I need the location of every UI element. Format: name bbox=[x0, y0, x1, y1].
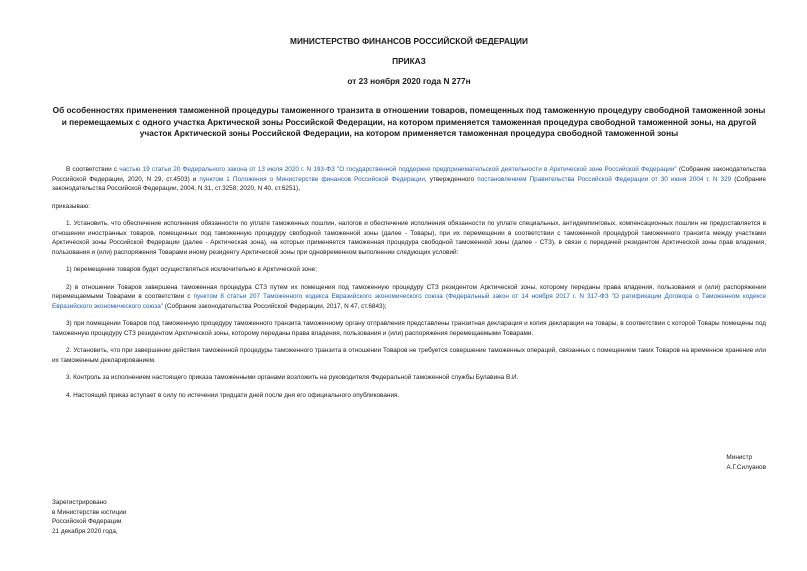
link-ministry-regulation[interactable]: пунктом 1 Положения о Министерстве финансов Российской Федерации bbox=[199, 175, 425, 183]
order-label: ПРИКАЗ bbox=[392, 56, 426, 66]
document-body bbox=[52, 165, 766, 408]
preamble-text-4: (Собрание законодательства Российской Федерации, 2004, N 31, ст.3258; 2020, N 40, ст.6251), bbox=[52, 175, 766, 192]
ministry-heading: МИНИСТЕРСТВО ФИНАНСОВ РОССИЙСКОЙ ФЕДЕРАЦИИ bbox=[290, 36, 528, 46]
registration-line-4: 21 декабря 2020 года, bbox=[52, 527, 118, 535]
link-customs-code-article-207[interactable]: пунктом 8 статьи 207 Таможенного кодекса Евразийского экономического союза bbox=[193, 293, 443, 300]
registration-line-1: Зарегистрировано bbox=[52, 499, 107, 506]
paragraph-1: 1. Установить, что обеспечение исполнения обязанности по уплате таможенных пошлин, налогов и обеспечение исполнения обязанности по уплате специальных, антидемпинговых, компенсационных пошлин не предоставляется в отношении иностранных товаров, помещенных под таможенную процедуру свободной таможенной зоны (далее - Товары), при их перемещении в соответствии с таможенной процедурой таможенного транзита между участками Арктической зоны Российской Федерации (далее - Арктическая зона), на которых применяется таможенная процедура свободной таможенной зоны (далее - СТЗ), в связи с передачей резидентом Арктической зоны прав владения, пользования и (или) распоряжения Товарами иному резиденту Арктической зоны при одновременном выполнении следующих условий: bbox=[52, 220, 766, 256]
registration-line-3: Российской Федерации bbox=[52, 518, 122, 526]
p12-text-3: (Собрание законодательства Российской Федерации, 2017, N 47, ст.6843); bbox=[163, 302, 387, 310]
order-word: приказываю: bbox=[52, 202, 90, 210]
p12-text-1: 2) в отношении Товаров завершена таможенная процедура СТЗ путем их помещения под таможенную процедуру СТЗ резидентом Арктической зоны, которому переданы права владения, пользования и (или) распоряжения перемещаемыми Товарами в соответствии с bbox=[52, 283, 766, 300]
registration-line-2: в Министерстве юстиции bbox=[52, 508, 127, 516]
preamble-text-1: В соответствии с bbox=[66, 166, 120, 173]
link-federal-law-317[interactable]: (Федеральный закон от 14 ноября 2017 г. N 317-ФЗ "О ратификации Договора о Таможенном кодексе Евразийского экономического союза" bbox=[52, 293, 767, 310]
order-date-number: от 23 ноября 2020 года N 277н bbox=[347, 76, 471, 86]
preamble-text-3: , утвержденного bbox=[424, 175, 478, 183]
signatory-name: А.Г.Силуанов bbox=[726, 463, 766, 471]
paragraph-2: 2. Установить, что при завершении действия таможенной процедуры таможенного транзита в отношении Товаров не требуется совершение таможенных операций, связанных с помещением таких Товаров на временное хранение или их таможенным декларированием. bbox=[52, 347, 766, 364]
preamble-paragraph bbox=[52, 165, 766, 194]
paragraph-1-1: 1) перемещение товаров будет осуществляться исключительно в Арктической зоне; bbox=[66, 266, 317, 273]
paragraph-3: 3. Контроль за исполнением настоящего приказа таможенными органами возложить на руководителя Федеральной таможенной службы Булавина В.И. bbox=[66, 374, 519, 381]
paragraph-1-2 bbox=[52, 283, 766, 312]
paragraph-1-3: 3) при помещении Товаров под таможенную процедуру таможенного транзита таможенному органу отправления представлены транзитная декларация и копия декларации на товары, в соответствии с которой Товары помещены под таможенную процедуру СТЗ резидентом Арктической зоны, которому переданы права владения, пользования и (или) распоряжения перемещаемыми Товарами. bbox=[52, 320, 766, 337]
paragraph-4: 4. Настоящий приказ вступает в силу по истечении тридцати дней после дня его официального опубликования. bbox=[66, 391, 400, 399]
link-government-decree-329[interactable]: постановлением Правительства Российской Федерации от 30 июня 2004 г. N 329 bbox=[477, 175, 732, 183]
document-title: Об особенностях применения таможенной процедуры таможенного транзита в отношении товаров, помещенных под таможенную процедуру свободной таможенной зоны и перемещаемых с одного участка Арктической зоны Российской Федерации, на котором применяется таможенная процедура свободной таможенной зоны, на другой участок Арктической зоны Российской Федерации, на котором применяется таможенная процедура свободной таможенной зоны bbox=[52, 105, 766, 138]
signature-block bbox=[726, 453, 766, 473]
preamble-text-2: (Собрание законодательства Российской Федерации, 2020, N 29, ст.4503) и bbox=[52, 166, 766, 183]
link-federal-law-193[interactable]: частью 19 статьи 20 Федерального закона от 13 июля 2020 г. N 193-ФЗ "О государственной поддержке предпринимательской деятельности в Арктической зоне Российской Федерации" bbox=[119, 166, 677, 173]
signatory-title: Министр bbox=[726, 454, 753, 461]
registration-block bbox=[52, 498, 126, 536]
